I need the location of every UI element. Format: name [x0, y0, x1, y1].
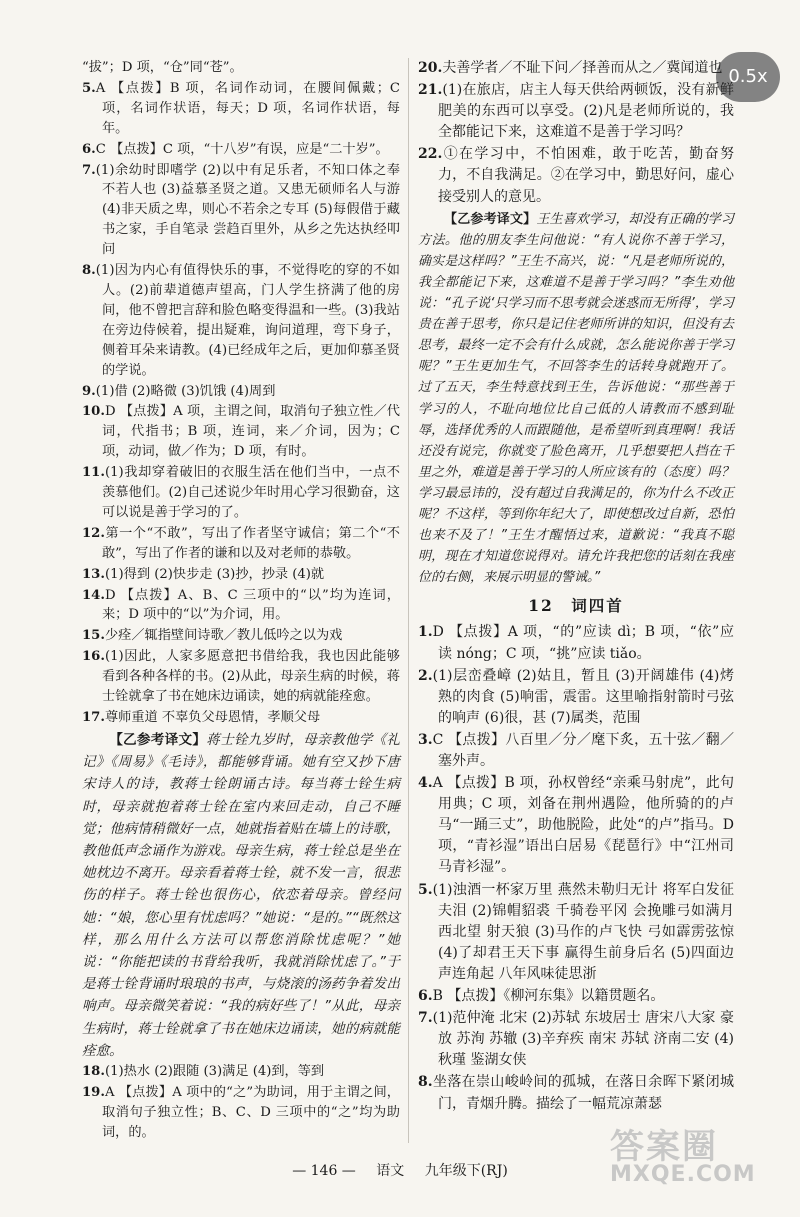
answer-entry — [82, 524, 400, 564]
answer-number: 13. — [82, 566, 105, 582]
answer-text: (1)层峦叠嶂 (2)姑且，暂且 (3)开阔雄伟 (4)烤熟的肉食 (5)响雷，震雷。这里喻指射箭时弓弦的响声 (6)很，甚 (7)属类，范围 — [432, 667, 734, 726]
subject-label: 语文 — [376, 1163, 405, 1179]
answer-text: 尊师重道 不辜负父母恩情，孝顺父母 — [104, 710, 321, 725]
answer-entry — [418, 58, 734, 79]
answer-text: D 【点拨】A、B、C 三项中的“以”均为连词，来；D 项中的“以”为介词，用。 — [102, 587, 400, 623]
answer-number: 5. — [418, 881, 433, 898]
answer-entry — [82, 647, 400, 707]
translation-paragraph — [82, 729, 400, 1062]
answer-text: A 【点拨】A 项中的“之”为助词，用于主谓之间，取消句子独立性；B、C、D 三项中的“之”均为助词，的。 — [102, 1084, 400, 1140]
answer-entry — [418, 144, 734, 207]
answer-text: 第一个“不敢”，写出了作者坚守诚信；第二个“不敢”，写出了作者的谦和以及对老师的恭敬。 — [102, 525, 400, 561]
answer-number: 19. — [82, 1084, 105, 1100]
answer-number: 2. — [418, 667, 433, 684]
answer-text: (1)余幼时即嗜学 (2)以中有足乐者，不知口体之奉不若人也 (3)益慕圣贤之道。又患无硕师名人与游 (4)非天质之卑，则心不若余之专耳 (5)每假借于藏书之家，手自笔录 尝趋百里外，从乡之先达执经叩问 — [95, 162, 400, 258]
answer-number: 22. — [418, 146, 443, 163]
answer-number: 16. — [82, 649, 105, 665]
answer-entry — [82, 1083, 400, 1143]
answer-text: (1)因此，人家多愿意把书借给我，我也因此能够看到各种各样的书。(2)从此，母亲生病的时候，蒋士铨就拿了书在她床边诵读，她的病就能痊愈。 — [102, 649, 400, 705]
right-column — [418, 58, 734, 1116]
answer-text: 少痊／辄指壁间诗歌／教儿低吟之以为戏 — [104, 628, 343, 644]
answer-entry — [82, 463, 400, 523]
answer-entry — [82, 161, 400, 261]
translation-tag: 【乙参考译文】 — [109, 731, 207, 748]
watermark-url: MXQE.COM — [610, 1162, 756, 1187]
answer-entry — [418, 880, 734, 985]
answer-number: 4. — [418, 775, 433, 792]
answer-entry — [82, 382, 400, 402]
translation-text: 王生喜欢学习，却没有正确的学习方法。他的朋友李生问他说：“有人说你不善于学习，确实是这样吗？”王生不高兴，说：“凡是老师所说的，我全都能记下来，这难道不是善于学习吗？”李生劝他说：“孔子说‘只学习而不思考就会迷惑而无所得’，学习贵在善于思考，你只是记住老师所讲的知识，但没有去思考，最终一定不会有什么成就，怎么能说你善于学习呢？”王生更加生气，不回答李生的话转身就跑开了。过了五天，李生特意找到王生，告诉他说：“那些善于学习的人，不耻向地位比自己低的人请教而不感到耻辱，选择优秀的人而跟随他，是希望听到真理啊！我话还没有说完，你就变了脸色离开，几乎想要把人挡在千里之外，难道是善于学习的人所应该有的（态度）吗？学习最忌讳的，没有超过自我满足的，你为什么不改正呢？不这样，等到你年纪大了，即使想改过自新，恐怕也来不及了！”王生才醒悟过来，道歉说：“我真不聪明，现在才知道您说得对。请允许我把您的话刻在我座位的右侧，来展示明显的警诫。” — [418, 211, 734, 586]
answer-entry — [418, 80, 734, 143]
answer-number: 6. — [418, 988, 433, 1005]
answer-text: (1)因为内心有值得快乐的事，不觉得吃的穿的不如人。(2)前辈道德声望高，门人学生挤满了他的房间，他不曾把言辞和脸色略变得温和一些。(3)我站在旁边侍候着，提出疑难，询问道理，弯下身子，侧着耳朵来请教。(4)已经成年之后，更加仰慕圣贤的学说。 — [95, 263, 400, 378]
answer-number: 17. — [82, 710, 105, 725]
answer-text: 坐落在崇山峻岭间的孤城，在落日余晖下紧闭城门，青烟升腾。描绘了一幅荒凉萧瑟 — [432, 1074, 734, 1112]
answer-text: (1)热水 (2)跟随 (3)满足 (4)到，等到 — [104, 1063, 325, 1079]
answer-text: (1)浊酒一杯家万里 燕然未勒归无计 将军白发征夫泪 (2)锦帽貂裘 千骑卷平冈 会挽雕弓如满月 西北望 射天狼 (3)马作的卢飞快 弓如霹雳弦惊 (4)了却君王天下事 赢得生前身后名 (5)四面边声连角起 八年风味徒思浙 — [432, 881, 734, 982]
answer-number: 3. — [418, 731, 433, 748]
answer-text: A 【点拨】B 项，名词作动词，在腰间佩戴；C 项，名词作状语，每天；D 项，名词作状语，每年。 — [95, 80, 400, 136]
answer-entry — [82, 79, 400, 139]
answer-text: ①在学习中，不怕困难，敢于吃苦，勤奋努力，不自我满足。②在学习中，勤思好问，虚心接受别人的意见。 — [438, 146, 734, 205]
answer-number: 20. — [418, 60, 443, 76]
answer-text: (1)我却穿着破旧的衣服生活在他们当中，一点不羡慕他们。(2)自己述说少年时用心学习很勤奋，这可以说是善于学习的了。 — [102, 465, 400, 520]
answer-entry — [82, 565, 400, 585]
answer-number: 9. — [82, 383, 96, 399]
answer-text: (1)借 (2)略微 (3)饥饿 (4)周到 — [95, 383, 276, 399]
answer-text: (1)范仲淹 北宋 (2)苏轼 东坡居士 唐宋八大家 豪放 苏洵 苏辙 (3)辛弃疾 南宋 苏轼 济南二安 (4)秋瑾 鉴湖女侠 — [432, 1010, 734, 1069]
answer-number: 11. — [82, 465, 105, 481]
answer-number: 10. — [82, 404, 105, 420]
answer-number: 12. — [82, 525, 105, 541]
answer-entry — [418, 666, 734, 729]
answer-text: C 【点拨】C 项，“十八岁”有误，应是“二十岁”。 — [95, 141, 389, 157]
answer-entry — [82, 261, 400, 380]
translation-tag: 【乙参考译文】 — [444, 211, 537, 227]
answer-entry — [418, 622, 734, 664]
answer-entry — [82, 140, 400, 160]
answer-number: 8. — [418, 1074, 433, 1091]
answer-number: 6. — [82, 141, 96, 157]
answer-entry — [82, 58, 400, 78]
section-title: 12 词四首 — [528, 596, 624, 616]
answer-text: 夫善学者／不耻下问／择善而从之／冀闻道也 — [442, 60, 723, 76]
translation-text: 蒋士铨九岁时，母亲教他学《礼记》《周易》《毛诗》，都能够背诵。她有空又抄下唐宋诗人的诗，教蒋士铨朗诵古诗。每当蒋士铨生病时，母亲就抱着蒋士铨在室内来回走动，自己不睡觉；他病情稍微好一点，她就指着贴在墙上的诗歌，教他低声念诵作为游戏。母亲生病，蒋士铨总是坐在她枕边不离开。母亲看着蒋士铨，就不发一言，很悲伤的样子。蒋士铨也很伤心，依恋着母亲。曾经问她：“娘，您心里有忧虑吗？”她说：“是的。”“既然这样，那么用什么方法可以帮您消除忧虑呢？”她说：“你能把读的书背给我听，我就消除忧虑了。”于是蒋士铨背诵时琅琅的书声，与烧滚的汤药争着发出响声。母亲微笑着说：“我的病好些了！”从此，母亲生病时，蒋士铨就拿了书在她床边诵读，她的病就能痊愈。 — [82, 731, 401, 1059]
answer-text: B 【点拨】《柳河东集》以籍贯题名。 — [432, 988, 665, 1005]
translation-paragraph — [418, 209, 734, 589]
answer-text: D 【点拨】A 项，“的”应读 dì；B 项，“依”应读 nóng；C 项，“挑”应读 tiǎo。 — [432, 624, 734, 662]
answer-entry — [82, 402, 400, 462]
answer-text: (1)得到 (2)快步走 (3)抄，抄录 (4)就 — [104, 566, 325, 582]
answer-text: “拔”；D 项，“仓”同“苍”。 — [82, 60, 243, 75]
answer-entry — [418, 773, 734, 878]
answer-number: 7. — [418, 1010, 433, 1027]
answer-entry — [418, 986, 734, 1007]
right-bottom-answers — [418, 622, 734, 1114]
answer-number: 8. — [82, 263, 96, 279]
answer-entry — [82, 626, 400, 646]
answer-text: C 【点拨】八百里／分／麾下炙，五十弦／翻／塞外声。 — [432, 731, 734, 769]
answer-number: 7. — [82, 162, 96, 178]
right-top-answers — [418, 58, 734, 588]
answer-entry — [418, 730, 734, 772]
answer-entry — [82, 586, 400, 626]
column-divider — [408, 58, 409, 1143]
answer-number: 5. — [82, 80, 96, 96]
answer-number: 18. — [82, 1063, 105, 1079]
answer-number: 15. — [82, 628, 105, 644]
answer-text: A 【点拨】B 项，孙权曾经“亲乘马射虎”，此句用典；C 项，刘备在荆州遇险，他所骑的的卢马“一踊三丈”，助他脱险，此处“的卢”指马。D 项，“青衫湿”语出白居易《琵琶行》中“江州司马青衫湿”。 — [432, 775, 734, 876]
answer-number: 14. — [82, 587, 105, 603]
answer-text: (1)在旅店，店主人每天供给两顿饭，没有新鲜肥美的东西可以享受。(2)凡是老师所说的，我全都能记下来，这难道不是善于学习吗？ — [438, 82, 734, 141]
watermark-logo — [610, 1127, 790, 1216]
answer-number: 1. — [418, 624, 433, 641]
answer-number: 21. — [418, 82, 443, 99]
answer-text: D 【点拨】A 项，主谓之间，取消句子独立性／代词，代指书；B 项，连词，来／介词，因为；C 项，动词，做／作为；D 项，有时。 — [102, 404, 400, 460]
zoom-badge[interactable]: 0.5x — [716, 52, 780, 102]
answer-entry — [418, 1008, 734, 1071]
grade-label: 九年级下(RJ) — [424, 1163, 508, 1179]
answer-entry — [418, 1072, 734, 1114]
answer-entry — [82, 1062, 400, 1082]
page-number: — 146 — — [292, 1163, 356, 1179]
answer-entry — [82, 708, 400, 728]
watermark-big: 答案圈 — [610, 1127, 718, 1167]
left-column — [82, 58, 400, 1144]
